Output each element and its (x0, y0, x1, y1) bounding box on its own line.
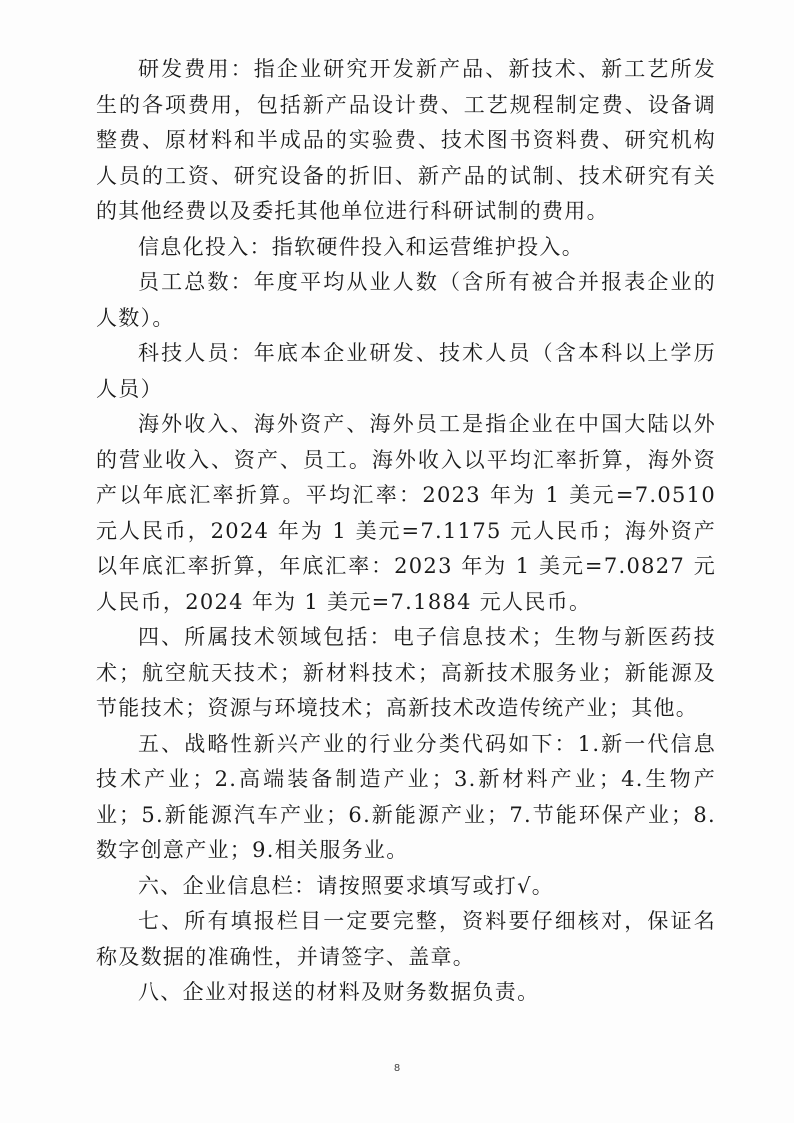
paragraph-overseas: 海外收入、海外资产、海外员工是指企业在中国大陆以外的营业收入、资产、员工。海外收入以平均汇率折算，海外资产以年底汇率折算。平均汇率：2023 年为 1 美元=7.0510 元人民币，2024 年为 1 美元=7.1175 元人民币；海外资产以年底汇率折算，年底汇率：2023 年为 1 美元=7.0827 元人民币，2024 年为 1 美元=7.1884 元人民币。 (96, 412, 716, 614)
paragraph-completeness: 七、所有填报栏目一定要完整，资料要仔细核对，保证名称及数据的准确性，并请签字、盖章。 (96, 909, 716, 969)
paragraph-tech-fields: 四、所属技术领域包括：电子信息技术；生物与新医药技术；航空航天技术；新材料技术；高新技术服务业；新能源及节能技术；资源与环境技术；高新技术改造传统产业；其他。 (96, 625, 716, 720)
paragraph-total-employees: 员工总数：年度平均从业人数（含所有被合并报表企业的人数）。 (96, 270, 716, 330)
paragraph-company-info: 六、企业信息栏：请按照要求填写或打√。 (138, 873, 555, 898)
document-body (96, 52, 716, 1011)
paragraph-tech-staff: 科技人员：年底本企业研发、技术人员（含本科以上学历人员） (96, 341, 716, 401)
paragraph-it-investment: 信息化投入：指软硬件投入和运营维护投入。 (138, 234, 584, 259)
paragraph-industry-codes: 五、战略性新兴产业的行业分类代码如下：1.新一代信息技术产业；2.高端装备制造产业；3.新材料产业；4.生物产业；5.新能源汽车产业；6.新能源产业；7.节能环保产业；8.数字创意产业；9.相关服务业。 (96, 731, 716, 862)
page-number: 8 (393, 1063, 401, 1074)
paragraph-responsibility: 八、企业对报送的材料及财务数据负责。 (138, 980, 540, 1004)
paragraph-rd-expenses: 研发费用：指企业研究开发新产品、新技术、新工艺所发生的各项费用，包括新产品设计费、工艺规程制定费、设备调整费、原材料和半成品的实验费、技术图书资料费、研究机构人员的工资、研究设备的折旧、新产品的试制、技术研究有关的其他经费以及委托其他单位进行科研试制的费用。 (96, 57, 716, 223)
